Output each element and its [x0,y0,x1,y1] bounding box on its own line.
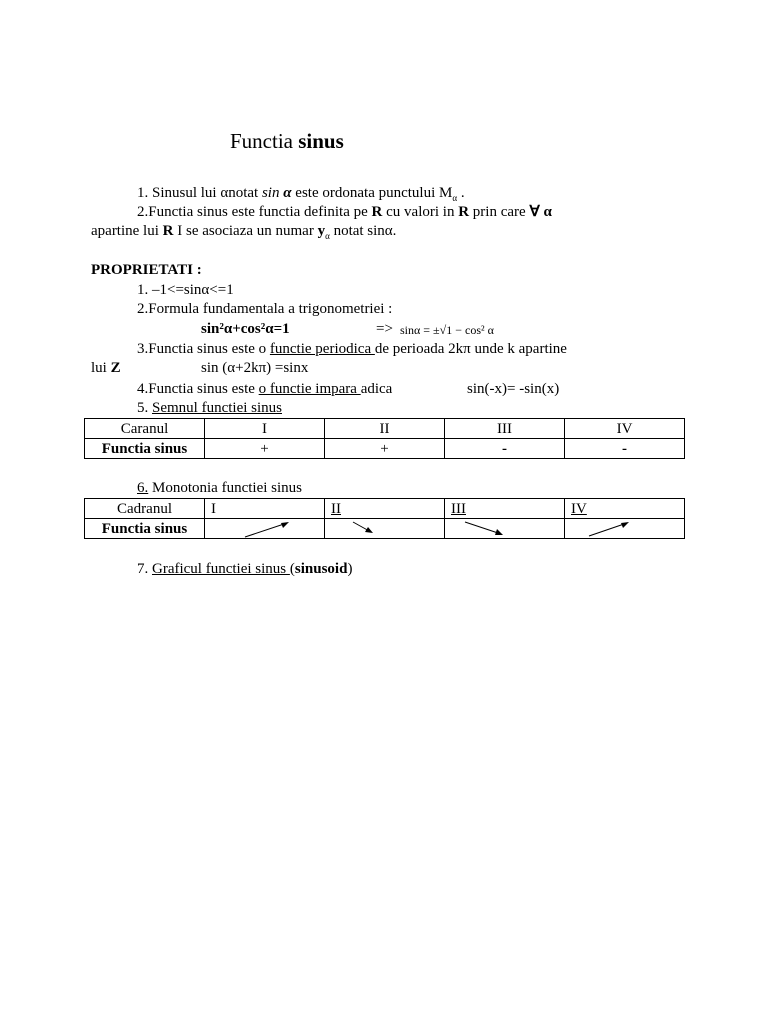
monotony-header-cell: Cadranul [85,499,205,519]
sign-cell: - [445,439,565,459]
monotony-cell [205,519,325,539]
property-7: 7. Graficul functiei sinus (sinusoid) [137,561,353,577]
property-6: 6. Monotonia functiei sinus [137,480,302,496]
sign-table-row [85,439,685,459]
property-5: 5. Semnul functiei sinus [137,400,282,416]
sign-header-cell: II [325,419,445,439]
sign-header-cell: IV [565,419,685,439]
decreasing-arrow-icon [451,520,551,538]
property-2: 2.Formula fundamentala a trigonometriei : [137,301,393,317]
monotony-table-row [85,519,685,539]
intro-line-2: 2.Functia sinus este functia definita pe R cu valori in R prin care ∀ α [137,204,552,220]
intro-line-3: apartine lui R I se asociaza un numar $y_\alpha$ notat sinα. [91,223,397,241]
formula-result: sinα = ±√1 − cos² α [400,323,494,337]
decreasing-arrow-icon [331,520,431,538]
sign-cell: - [565,439,685,459]
monotony-row-label: Functia sinus [85,519,205,539]
sign-header-cell: III [445,419,565,439]
title-bold: sinus [298,129,344,153]
increasing-arrow-icon [571,520,671,538]
sign-row-label: Functia sinus [85,439,205,459]
monotony-header-cell: II [325,499,445,519]
sign-cell: + [205,439,325,459]
monotony-table-header [85,499,685,519]
monotony-table [84,498,685,539]
intro-line-1: 1. Sinusul lui αnotat sin α este ordonata punctului $M_\alpha$ . [137,185,465,203]
formula-arrow: => [376,321,393,337]
increasing-arrow-icon [211,520,311,538]
properties-heading: PROPRIETATI : [91,262,202,278]
property-3-cont: lui Z [91,360,121,376]
sign-cell: + [325,439,445,459]
sign-table-header [85,419,685,439]
monotony-cell [325,519,445,539]
property-4: 4.Functia sinus este o functie impara adica [137,381,393,397]
sign-table [84,418,685,459]
monotony-cell [445,519,565,539]
monotony-header-cell: IV [565,499,685,519]
odd-formula: sin(-x)= -sin(x) [467,381,560,397]
monotony-header-cell: III [445,499,565,519]
property-1: 1. –1<=sinα<=1 [137,282,234,298]
sign-header-cell: I [205,419,325,439]
fundamental-formula: sin²α+cos²α=1 [201,321,290,337]
property-3: 3.Functia sinus este o functie periodica de perioada 2kπ unde k apartine [137,341,567,357]
monotony-header-cell: I [205,499,325,519]
periodicity-formula: sin (α+2kπ) =sinx [201,360,309,376]
monotony-cell [565,519,685,539]
sign-header-cell: Caranul [85,419,205,439]
page-title: Functia sinus [230,129,344,153]
